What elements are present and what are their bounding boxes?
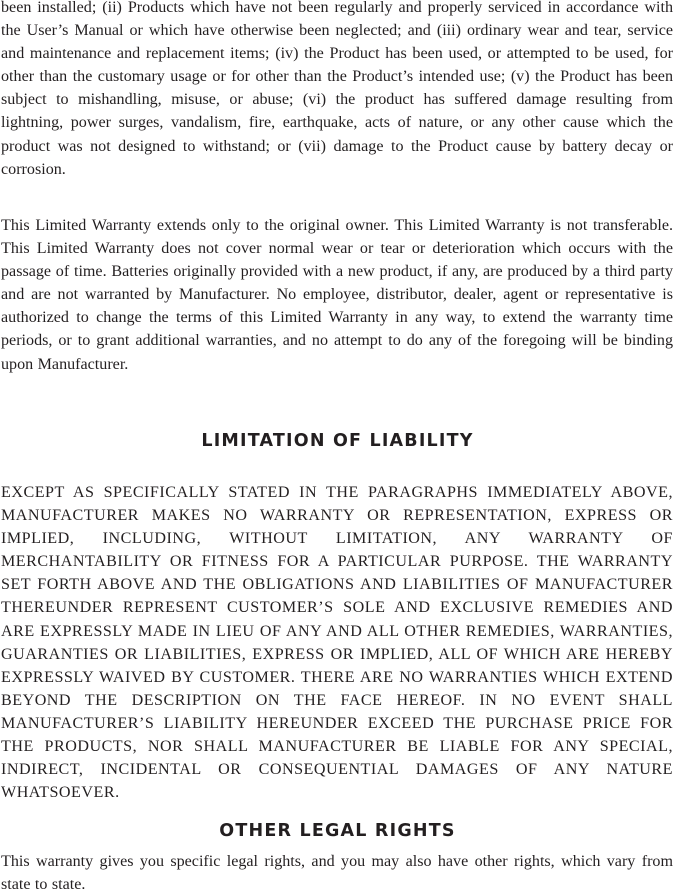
limitation-of-liability-paragraph: EXCEPT AS SPECIFICALLY STATED IN THE PARAGRAPHS IMMEDIATELY ABOVE, MANUFACTURER MAKES NO WARRANTY OR REPRESENTATION, EXPRESS OR IMPLIED, INCLUDING, WITHOUT LIMITATION, ANY WARRANTY OF MERCHANTABILITY OR FITNESS FOR A PARTICULAR PURPOSE. THE WARRANTY SET FORTH ABOVE AND THE OBLIGATIONS AND LIABILITIES OF MANUFACTURER THEREUNDER REPRESENT CUSTOMER’S SOLE AND EXCLUSIVE REMEDIES AND ARE EXPRESSLY MADE IN LIEU OF ANY AND ALL OTHER REMEDIES, WARRANTIES, GUARANTIES OR LIABILITIES, EXPRESS OR IMPLIED, ALL OF WHICH ARE HEREBY EXPRESSLY WAIVED BY CUSTOMER. THERE ARE NO WARRANTIES WHICH EXTEND BEYOND THE DESCRIPTION ON THE FACE HEREOF. IN NO EVENT SHALL MANUFACTURER’S LIABILITY HEREUNDER EXCEED THE PURCHASE PRICE FOR THE PRODUCTS, NOR SHALL MANUFACTURER BE LIABLE FOR ANY SPECIAL, INDIRECT, INCIDENTAL OR CONSEQUENTIAL DAMAGES OF ANY NATURE WHATSOEVER. (1, 484, 673, 802)
warranty-scope-paragraph: This Limited Warranty extends only to the original owner. This Limited Warranty is not transferable. This Limited Warranty does not cover normal wear or tear or deterioration which occurs with the passage of time. Batteries originally provided with a new product, if any, are produced by a third party and are not warranted by Manufacturer. No employee, distributor, dealer, agent or representative is authorized to change the terms of this Limited Warranty in any way, to extend the warranty time periods, or to grant additional warranties, and no attempt to do any of the foregoing will be binding upon Manufacturer. (1, 217, 673, 373)
limitation-of-liability-heading: LIMITATION OF LIABILITY (201, 431, 474, 451)
other-legal-rights-paragraph: This warranty gives you specific legal rights, and you may also have other rights, which vary from state to state. (1, 853, 673, 894)
other-legal-rights-heading: OTHER LEGAL RIGHTS (219, 821, 456, 841)
warranty-exclusions-paragraph: been installed; (ii) Products which have not been regularly and properly serviced in accordance with the User’s Manual or which have otherwise been neglected; and (iii) ordinary wear and tear, service and maintenance and replacement items; (iv) the Product has been used, or attempted to be used, for other than the customary usage or for other than the Product’s intended use; (v) the Product has been subject to mishandling, misuse, or abuse; (vi) the product has suffered damage resulting from lightning, power surges, vandalism, fire, earthquake, acts of nature, or any other cause which the product was not designed to withstand; or (vii) damage to the Product cause by battery decay or corrosion. (1, 0, 673, 178)
